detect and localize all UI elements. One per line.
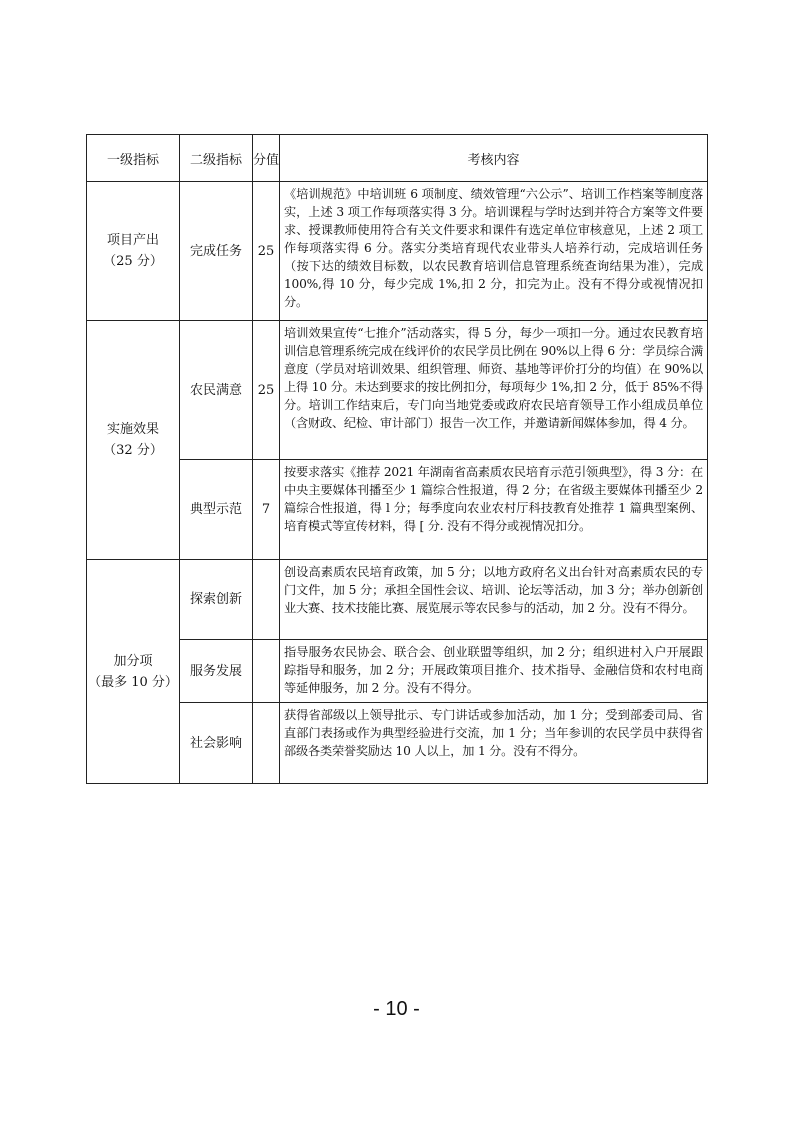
- assessment-content: 获得省部级以上领导批示、专门讲话或参加活动，加 1 分；受到部委司局、省直部门表扬或作为典型经验进行交流，加 1 分；当年参训的农民学员中获得省部级各类荣誉奖励达 10 人以上，加 1 分。没有不得分。: [280, 703, 708, 784]
- assessment-content: 按要求落实《推荐 2021 年湖南省高素质农民培育示范引领典型》，得 3 分：在中央主要媒体刊播至少 1 篇综合性报道，得 2 分；在省级主要媒体刊播至少 2 篇综合性报道，得 l 分；每季度向农业农村厅科技教育处推荐 1 篇典型案例、培育模式等宣传材料，得 [ 分. 没有不得分或视情况扣分。: [280, 460, 708, 560]
- group-name: 项目产出: [106, 233, 159, 248]
- group-cell: [87, 321, 180, 560]
- group-score: （最多 10 分）: [88, 674, 178, 690]
- sub-indicator: 完成任务: [180, 182, 253, 321]
- assessment-content: 培训效果宣传“七推介”活动落实，得 5 分，每少一项扣一分。通过农民教育培训信息管理系统完成在线评价的农民学员比例在 90%以上得 6 分：学员综合满意度（学员对培训效果、组织管理、师资、基地等评价打分的均值）在 90%以上得 10 分。未达到要求的按比例扣分，每项每少 1%,扣 2 分，低于 85%不得分。培训工作结束后，专门向当地党委或政府农民培育领导工作小组成员单位（含财政、纪检、审计部门）报告一次工作，并邀请新闻媒体参加，得 4 分。: [280, 321, 708, 460]
- score-value: [253, 560, 280, 640]
- table-row: [87, 640, 708, 703]
- page-number: - 10 -: [373, 998, 420, 1020]
- sub-indicator: 农民满意: [180, 321, 253, 460]
- header-score: 分值: [253, 135, 280, 182]
- header-level1: 一级指标: [87, 135, 180, 182]
- table-row: [87, 321, 708, 460]
- assessment-table: [86, 134, 708, 784]
- assessment-content: 《培训规范》中培训班 6 项制度、绩效管理“六公示”、培训工作档案等制度落实，上述 3 项工作每项落实得 3 分。培训课程与学时达到并符合方案等文件要求、授课教师使用符合有关文件要求和课件有选定单位审核意见，上述 2 项工作每项落实得 6 分。落实分类培育现代农业带头人培养行动，完成培训任务（按下达的绩效目标数，以农民教育培训信息管理系统查询结果为准），完成 100%,得 10 分，每少完成 1%,扣 2 分，扣完为止。没有不得分或视情况扣分。: [280, 182, 708, 321]
- sub-indicator: 典型示范: [180, 460, 253, 560]
- sub-indicator: 服务发展: [180, 640, 253, 703]
- score-value: [253, 640, 280, 703]
- header-level2: 二级指标: [180, 135, 253, 182]
- group-score: （25 分）: [103, 254, 163, 269]
- group-name: 加分项: [113, 653, 153, 669]
- group-cell: [87, 182, 180, 321]
- table-row: [87, 560, 708, 640]
- score-value: 7: [253, 460, 280, 560]
- assessment-content: 指导服务农民协会、联合会、创业联盟等组织，加 2 分；组织进村入户开展跟踪指导和服务，加 2 分；开展政策项目推介、技术指导、金融信贷和农村电商等延伸服务，加 2 分。没有不得分。: [280, 640, 708, 703]
- assessment-content: 创设高素质农民培育政策，加 5 分；以地方政府名义出台针对高素质农民的专门文件，加 5 分；承担全国性会议、培训、论坛等活动，加 3 分；举办创新创业大赛、技术技能比赛、展览展示等农民参与的活动，加 2 分。没有不得分。: [280, 560, 708, 640]
- table-header-row: [87, 135, 708, 182]
- table-row: [87, 460, 708, 560]
- score-value: [253, 703, 280, 784]
- score-value: 25: [253, 182, 280, 321]
- group-score: （32 分）: [103, 443, 163, 458]
- table-row: [87, 703, 708, 784]
- group-name: 实施效果: [106, 422, 159, 437]
- sub-indicator: 社会影响: [180, 703, 253, 784]
- header-content: 考核内容: [280, 135, 708, 182]
- sub-indicator: 探索创新: [180, 560, 253, 640]
- group-cell: [87, 560, 180, 784]
- score-value: 25: [253, 321, 280, 460]
- table-row: [87, 182, 708, 321]
